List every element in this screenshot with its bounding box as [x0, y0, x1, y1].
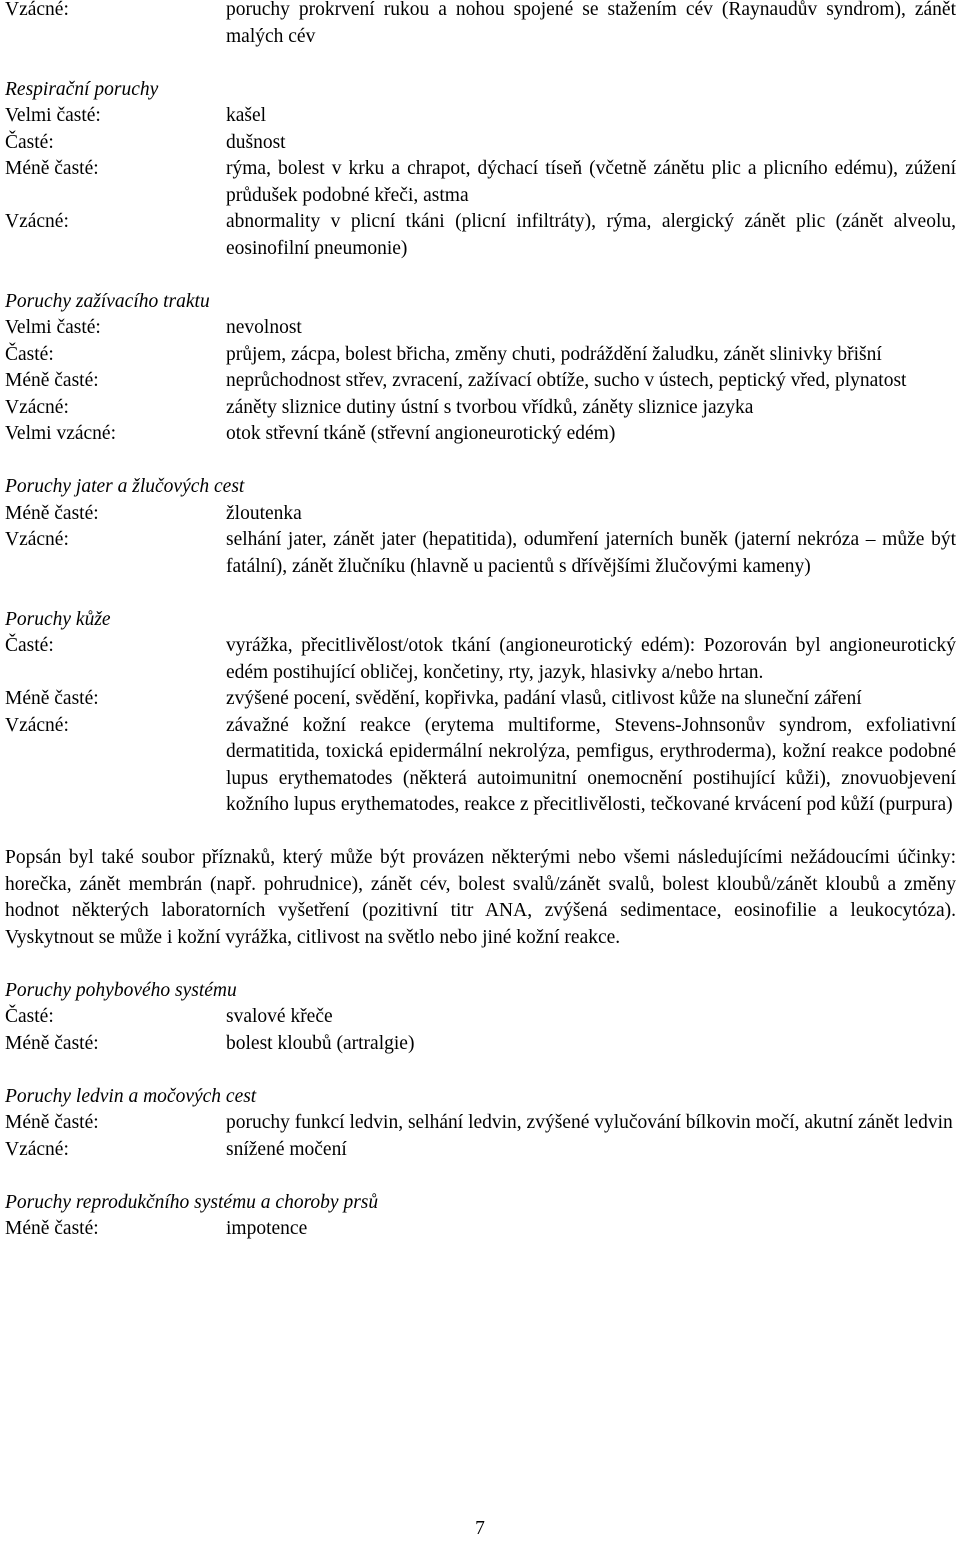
entry-row	[5, 421, 956, 448]
frequency-label: Vzácné:	[5, 396, 69, 418]
section-respiratory	[5, 77, 956, 263]
frequency-label: Časté:	[5, 131, 54, 153]
section-musculoskeletal	[5, 978, 956, 1058]
entry-row	[5, 395, 956, 422]
section-kidney	[5, 1084, 956, 1164]
effect-description: svalové křeče	[226, 1006, 333, 1027]
entry-row	[5, 686, 956, 713]
entry-row	[5, 209, 956, 262]
frequency-label: Časté:	[5, 1006, 54, 1027]
section-continuation	[5, 0, 956, 50]
frequency-label: Méně časté:	[5, 502, 99, 524]
entry-row	[5, 103, 956, 130]
entry-row	[5, 368, 956, 395]
section-title: Poruchy reprodukčního systému a choroby prsů	[5, 1191, 379, 1213]
effect-description: snížené močení	[226, 1138, 347, 1160]
entry-row	[5, 130, 956, 157]
section-title: Poruchy jater a žlučových cest	[5, 476, 245, 497]
entry-row	[5, 1137, 956, 1164]
effect-description: abnormality v plicní tkáni (plicní infiltráty), rýma, alergický zánět plic (zánět alveolu, eosinofilní pneumonie)	[226, 211, 956, 259]
entry-row	[5, 1216, 956, 1243]
effect-description: selhání jater, zánět jater (hepatitida), odumření jaterních buněk (jaterní nekróza – může být fatální), zánět žlučníku (hlavně u pacientů s dřívějšími žlučovými kameny)	[226, 529, 956, 577]
frequency-label: Velmi časté:	[5, 105, 101, 126]
entry-row	[5, 1110, 956, 1137]
effect-description: dušnost	[226, 131, 286, 153]
section-title: Poruchy kůže	[5, 608, 111, 630]
frequency-label: Méně časté:	[5, 1032, 99, 1054]
frequency-label: Vzácné:	[5, 211, 69, 232]
entry-row	[5, 1031, 956, 1058]
effect-description: otok střevní tkáně (střevní angioneurotický edém)	[226, 423, 616, 444]
section-liver	[5, 474, 956, 580]
effect-description: závažné kožní reakce (erytema multiforme, Stevens-Johnsonův syndrom, exfoliativní dermatitida, toxická epidermální nekrolýza, pemfigus, erythroderma), kožní reakce podobné lupus erythematodes (některá autoimunitní onemocnění postihující kůži), znovuobjevení kožního lupus erythematodes, reakce z přecitlivělosti, tečkované krvácení pod kůží (purpura)	[226, 714, 956, 815]
section-title: Poruchy ledvin a močových cest	[5, 1085, 257, 1107]
effect-description: poruchy funkcí ledvin, selhání ledvin, zvýšené vylučování bílkovin močí, akutní zánět ledvin	[226, 1112, 953, 1133]
effect-description: záněty sliznice dutiny ústní s tvorbou vřídků, záněty sliznice jazyka	[226, 396, 754, 418]
effect-description: kašel	[226, 105, 267, 126]
effect-description: bolest kloubů (artralgie)	[226, 1032, 415, 1054]
effect-description: rýma, bolest v krku a chrapot, dýchací tíseň (včetně zánětu plic a plicního edému), zúžení průdušek podobné křeči, astma	[226, 158, 956, 206]
effect-description: průjem, zácpa, bolest břicha, změny chuti, podráždění žaludku, zánět slinivky břišní	[226, 343, 882, 365]
section-skin	[5, 607, 956, 819]
frequency-label: Velmi vzácné:	[5, 423, 116, 444]
entry-row	[5, 0, 956, 50]
entry-row	[5, 633, 956, 686]
frequency-label: Vzácné:	[5, 714, 69, 736]
effect-description: zvýšené pocení, svědění, kopřivka, padání vlasů, citlivost kůže na sluneční záření	[226, 688, 862, 709]
frequency-label: Méně časté:	[5, 158, 99, 179]
effect-description: žloutenka	[226, 502, 302, 524]
frequency-label: Časté:	[5, 343, 54, 365]
frequency-label: Velmi časté:	[5, 317, 101, 338]
effect-description: vyrážka, přecitlivělost/otok tkání (angioneurotický edém): Pozorován byl angioneurotický edém postihující obličej, končetiny, rty, jazyk, hlasivky a/nebo hrtan.	[226, 635, 956, 683]
frequency-label: Méně časté:	[5, 688, 99, 709]
entry-row	[5, 713, 956, 819]
entry-row	[5, 1004, 956, 1031]
entry-row	[5, 315, 956, 342]
entry-row	[5, 342, 956, 369]
effect-description: neprůchodnost střev, zvracení, zažívací obtíže, sucho v ústech, peptický vřed, plynatost	[226, 370, 907, 391]
frequency-label: Vzácné:	[5, 529, 69, 550]
frequency-label: Méně časté:	[5, 1218, 99, 1239]
entry-row	[5, 527, 956, 580]
frequency-label: Časté:	[5, 635, 54, 656]
frequency-label: Méně časté:	[5, 1112, 99, 1133]
page-number: 7	[475, 1518, 485, 1539]
effect-description: impotence	[226, 1218, 308, 1239]
frequency-label: Méně časté:	[5, 370, 99, 391]
section-digestive	[5, 289, 956, 448]
frequency-label: Vzácné:	[5, 1138, 69, 1160]
syndrome-paragraph: Popsán byl také soubor příznaků, který může být provázen některými nebo všemi následujícími nežádoucími účinky: horečka, zánět membrán (např. pohrudnice), zánět cév, bolest svalů/zánět svalů, bolest kloubů/zánět kloubů a změny hodnot některých laboratorních vyšetření (pozitivní titr ANA, zvýšená sedimentace, eosinofilie a leukocytóza). Vyskytnout se může i kožní vyrážka, citlivost na světlo nebo jiné kožní reakce.	[5, 847, 956, 948]
effect-description: poruchy prokrvení rukou a nohou spojené se stažením cév (Raynaudův syndrom), zánět malých cév	[226, 0, 956, 47]
section-title: Poruchy pohybového systému	[5, 979, 237, 1001]
entry-row	[5, 501, 956, 528]
section-title: Respirační poruchy	[5, 78, 159, 100]
section-reproductive	[5, 1190, 956, 1243]
entry-row	[5, 156, 956, 209]
effect-description: nevolnost	[226, 317, 302, 338]
document-page	[5, 0, 956, 1269]
section-title: Poruchy zažívacího traktu	[5, 290, 210, 312]
frequency-label: Vzácné:	[5, 0, 69, 20]
